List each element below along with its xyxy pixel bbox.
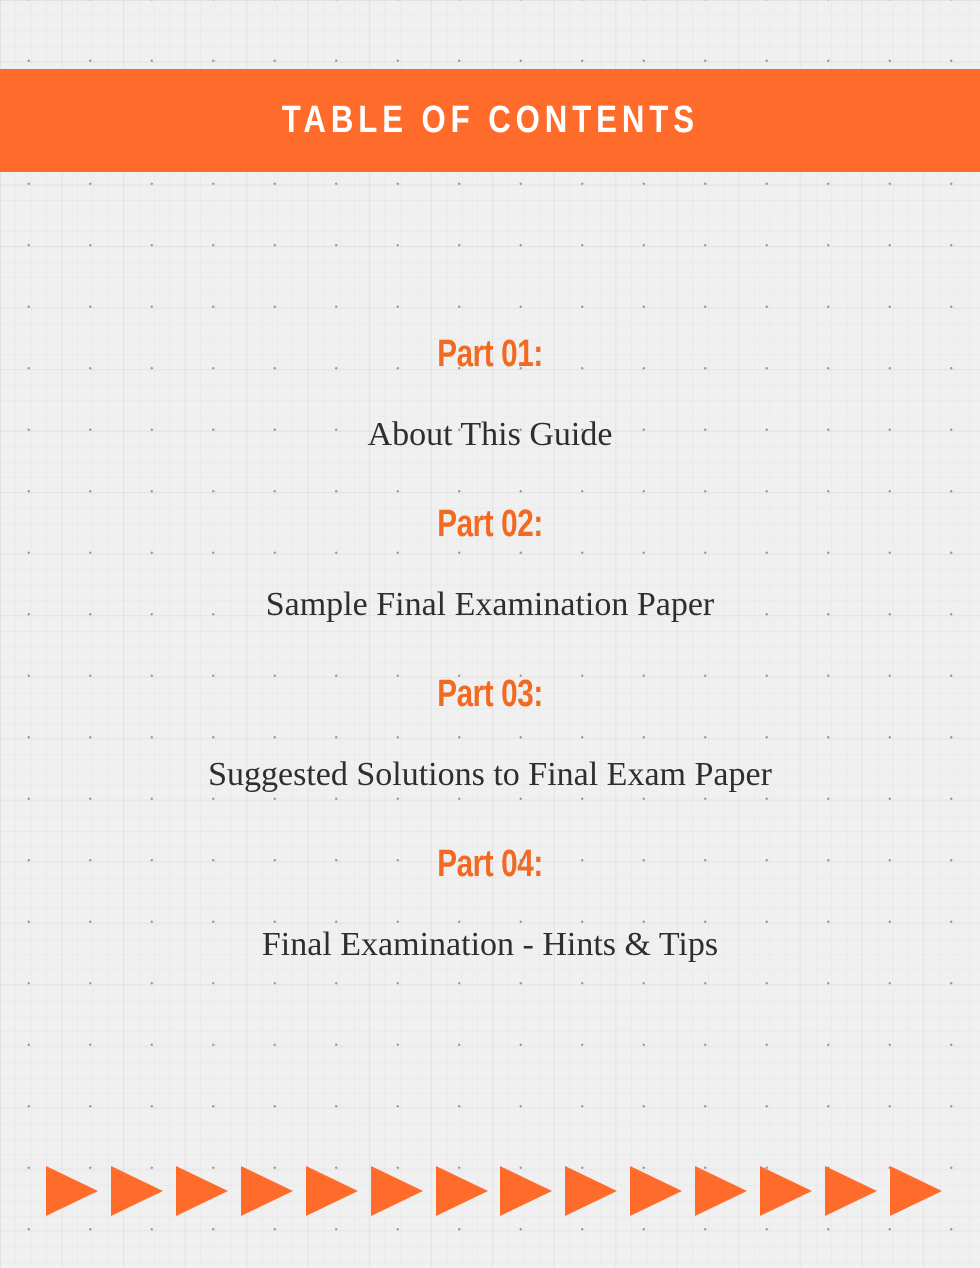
part-label: Part 01: [437,333,543,375]
table-of-contents [0,325,980,1005]
header-banner [0,69,980,172]
play-triangle-icon [434,1164,490,1218]
play-triangle-icon [498,1164,554,1218]
play-triangle-icon [109,1164,165,1218]
play-triangle-icon [563,1164,619,1218]
toc-entry-part-04 [0,835,980,1005]
toc-entry-part-02 [0,495,980,665]
part-title: Sample Final Examination Paper [265,586,715,623]
play-triangle-icon [758,1164,814,1218]
play-triangle-icon [693,1164,749,1218]
play-triangle-icon [174,1164,230,1218]
play-triangle-icon [369,1164,425,1218]
play-triangle-icon [628,1164,684,1218]
part-title: Suggested Solutions to Final Exam Paper [208,756,772,793]
part-label: Part 03: [437,673,543,715]
part-label: Part 02: [437,503,543,545]
arrow-decoration-row [44,1164,944,1218]
play-triangle-icon [44,1164,100,1218]
play-triangle-icon [823,1164,879,1218]
play-triangle-icon [304,1164,360,1218]
part-title: Final Examination - Hints & Tips [261,926,719,963]
play-triangle-icon [888,1164,944,1218]
play-triangle-icon [239,1164,295,1218]
toc-entry-part-01 [0,325,980,495]
part-label: Part 04: [437,843,543,885]
part-title: About This Guide [367,416,613,453]
toc-entry-part-03 [0,665,980,835]
page-title: TABLE OF CONTENTS [281,99,699,141]
